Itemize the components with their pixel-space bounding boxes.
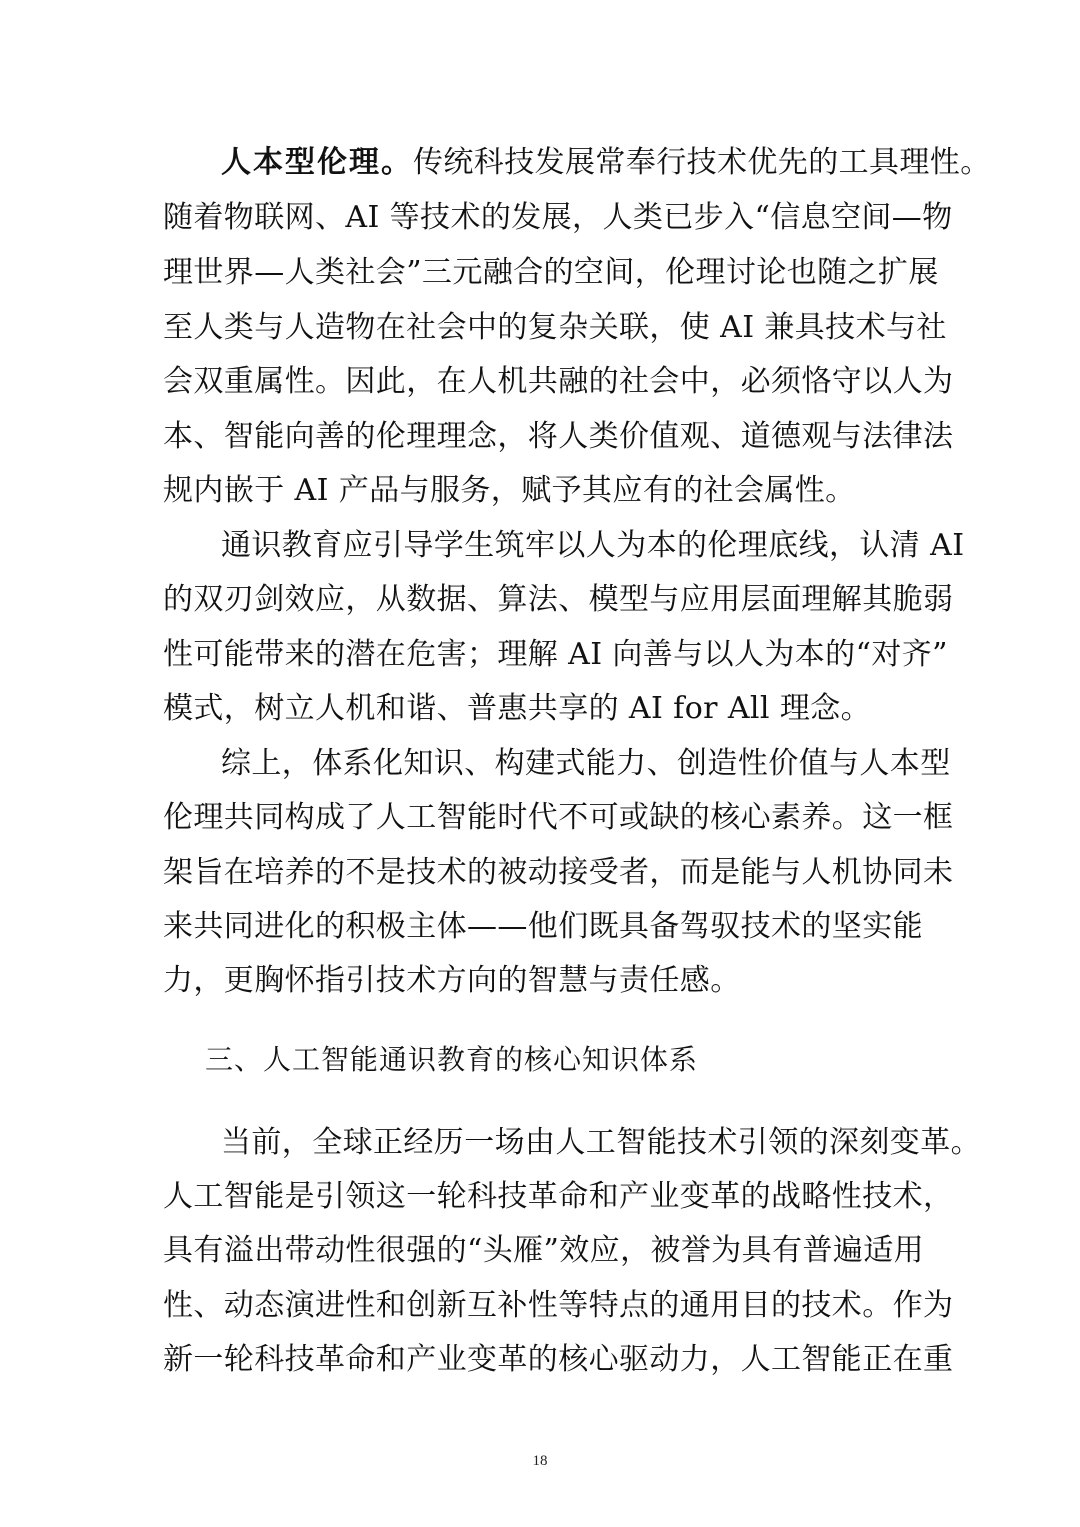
paragraph-2-line-1: 通识教育应引导学生筑牢以人为本的伦理底线，认清 AI xyxy=(221,528,965,563)
paragraph-4-line-4: 性、动态演进性和创新互补性等特点的通用目的技术。作为 xyxy=(163,1288,954,1323)
paragraph-2-line-3: 性可能带来的潜在危害；理解 AI 向善与以人为本的“对齐” xyxy=(163,637,948,672)
paragraph-1-line-3: 理世界—人类社会”三元融合的空间，伦理讨论也随之扩展 xyxy=(163,255,939,290)
paragraph-1-line-1 xyxy=(221,143,991,183)
paragraph-1-line-1-text: 传统科技发展常奉行技术优先的工具理性。 xyxy=(413,145,991,180)
paragraph-4-line-2: 人工智能是引领这一轮科技革命和产业变革的战略性技术， xyxy=(163,1179,954,1214)
paragraph-3-line-1: 综上，体系化知识、构建式能力、创造性价值与人本型 xyxy=(221,746,951,781)
paragraph-3-line-5: 力，更胸怀指引技术方向的智慧与责任感。 xyxy=(163,963,741,998)
paragraph-1-line-2: 随着物联网、AI 等技术的发展，人类已步入“信息空间—物 xyxy=(163,200,953,235)
page-number: 18 xyxy=(532,1453,548,1469)
paragraph-1-lead: 人本型伦理。 xyxy=(221,145,413,180)
section-heading: 三、人工智能通识教育的核心知识体系 xyxy=(205,1043,699,1076)
paragraph-1-line-5: 会双重属性。因此，在人机共融的社会中，必须恪守以人为 xyxy=(163,364,954,399)
paragraph-3-line-4: 来共同进化的积极主体——他们既具备驾驭技术的坚实能 xyxy=(163,909,923,944)
paragraph-2-line-2: 的双刃剑效应，从数据、算法、模型与应用层面理解其脆弱 xyxy=(163,582,954,617)
paragraph-3-line-3: 架旨在培养的不是技术的被动接受者，而是能与人机协同未 xyxy=(163,855,954,890)
paragraph-4-line-1: 当前，全球正经历一场由人工智能技术引领的深刻变革。 xyxy=(221,1125,981,1160)
paragraph-2-line-4: 模式，树立人机和谐、普惠共享的 AI for All 理念。 xyxy=(163,691,872,726)
paragraph-3-line-2: 伦理共同构成了人工智能时代不可或缺的核心素养。这一框 xyxy=(163,800,954,835)
paragraph-1-line-6: 本、智能向善的伦理理念，将人类价值观、道德观与法律法 xyxy=(163,419,954,454)
paragraph-1-line-4: 至人类与人造物在社会中的复杂关联，使 AI 兼具技术与社 xyxy=(163,310,947,345)
paragraph-1-line-7: 规内嵌于 AI 产品与服务，赋予其应有的社会属性。 xyxy=(163,473,856,508)
paragraph-4-line-5: 新一轮科技革命和产业变革的核心驱动力，人工智能正在重 xyxy=(163,1342,954,1377)
paragraph-4-line-3: 具有溢出带动性很强的“头雁”效应，被誉为具有普遍适用 xyxy=(163,1233,925,1268)
